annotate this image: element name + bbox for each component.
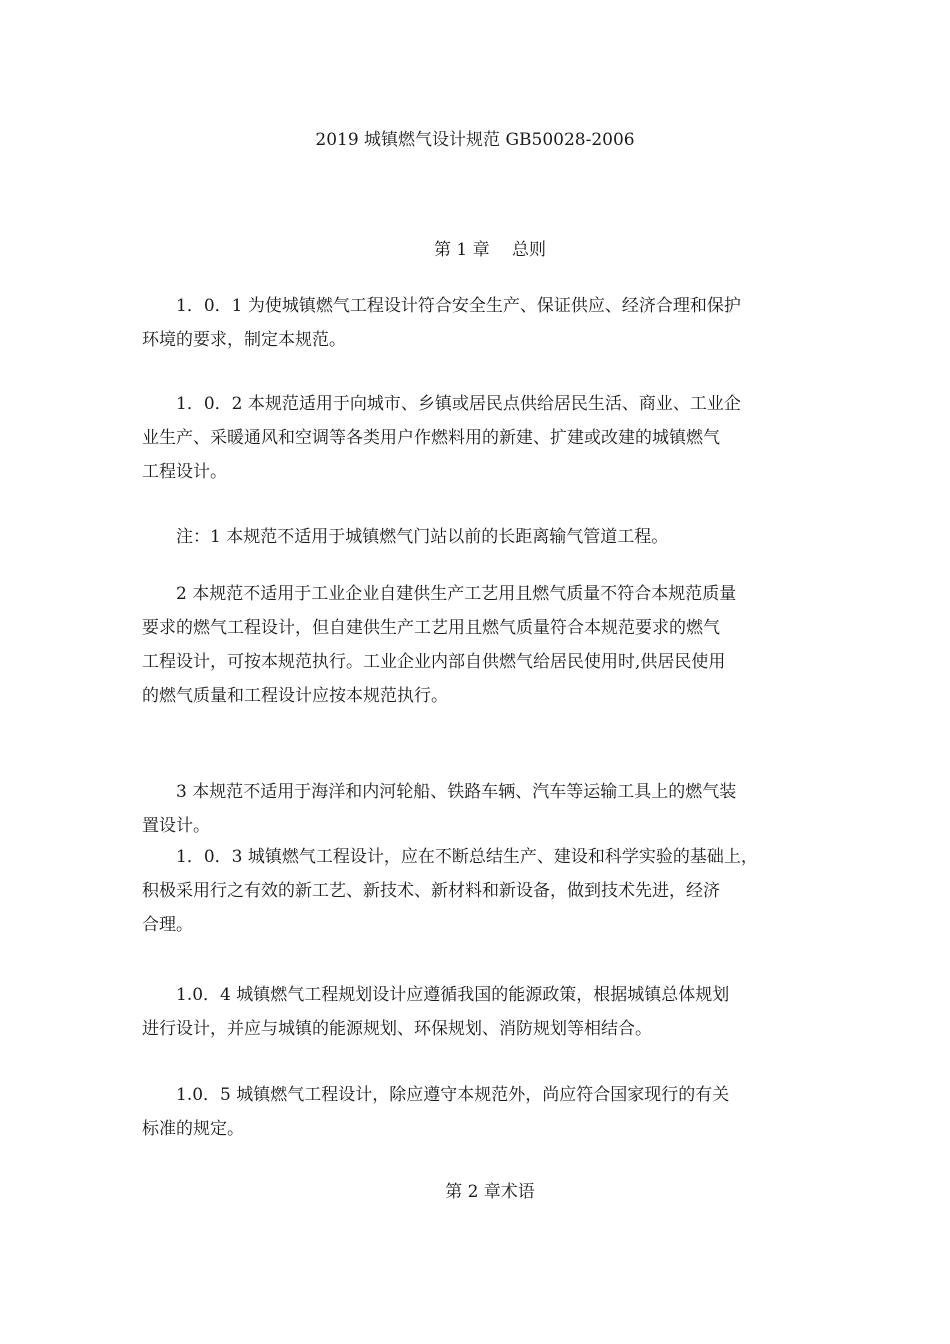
chapter-2-heading: 第 2 章术语 [445, 1182, 535, 1202]
note-3 [142, 775, 842, 843]
clause-1-0-5 [142, 1078, 842, 1146]
text-line: 要求的燃气工程设计，但自建供生产工艺用且燃气质量符合本规范要求的燃气 [142, 618, 720, 638]
text-line: 3 本规范不适用于海洋和内河轮船、铁路车辆、汽车等运输工具上的燃气装 [142, 782, 737, 802]
text-line: 1．0．3 城镇燃气工程设计，应在不断总结生产、建设和科学实验的基础上， [142, 847, 758, 867]
clause-1-0-2 [142, 387, 842, 489]
text-line: 2 本规范不适用于工业企业自建供生产工艺用且燃气质量不符合本规范质量 [142, 584, 737, 604]
clause-1-0-1 [142, 289, 842, 357]
clause-1-0-4 [142, 978, 842, 1046]
text-line: 工程设计。 [142, 462, 227, 482]
chapter-1-heading: 第 1 章 总则 [433, 240, 547, 260]
text-line: 合理。 [142, 915, 193, 935]
text-line: 1．0．1 为使城镇燃气工程设计符合安全生产、保证供应、经济合理和保护 [142, 296, 741, 316]
text-line: 1.0．4 城镇燃气工程规划设计应遵循我国的能源政策，根据城镇总体规划 [142, 985, 730, 1005]
text-line: 1．0．2 本规范适用于向城市、乡镇或居民点供给居民生活、商业、工业企 [142, 394, 741, 414]
text-line: 环境的要求，制定本规范。 [142, 330, 346, 350]
text-line: 积极采用行之有效的新工艺、新技术、新材料和新设备，做到技术先进，经济 [142, 881, 720, 901]
text-line: 1.0．5 城镇燃气工程设计，除应遵守本规范外，尚应符合国家现行的有关 [142, 1085, 730, 1105]
text-line: 的燃气质量和工程设计应按本规范执行。 [142, 686, 448, 706]
text-line: 业生产、采暖通风和空调等各类用户作燃料用的新建、扩建或改建的城镇燃气 [142, 428, 720, 448]
text-line: 标准的规定。 [142, 1119, 244, 1139]
text-line: 注：1 本规范不适用于城镇燃气门站以前的长距离输气管道工程。 [142, 527, 669, 547]
document-title: 2019 城镇燃气设计规范 GB50028-2006 [315, 130, 635, 150]
text-line: 置设计。 [142, 816, 210, 836]
text-line: 工程设计，可按本规范执行。工业企业内部自供燃气给居民使用时,供居民使用 [142, 652, 726, 672]
clause-1-0-3 [142, 840, 842, 942]
text-line: 进行设计，并应与城镇的能源规划、环保规划、消防规划等相结合。 [142, 1019, 652, 1039]
note-2 [142, 577, 842, 713]
note-1 [142, 520, 842, 554]
